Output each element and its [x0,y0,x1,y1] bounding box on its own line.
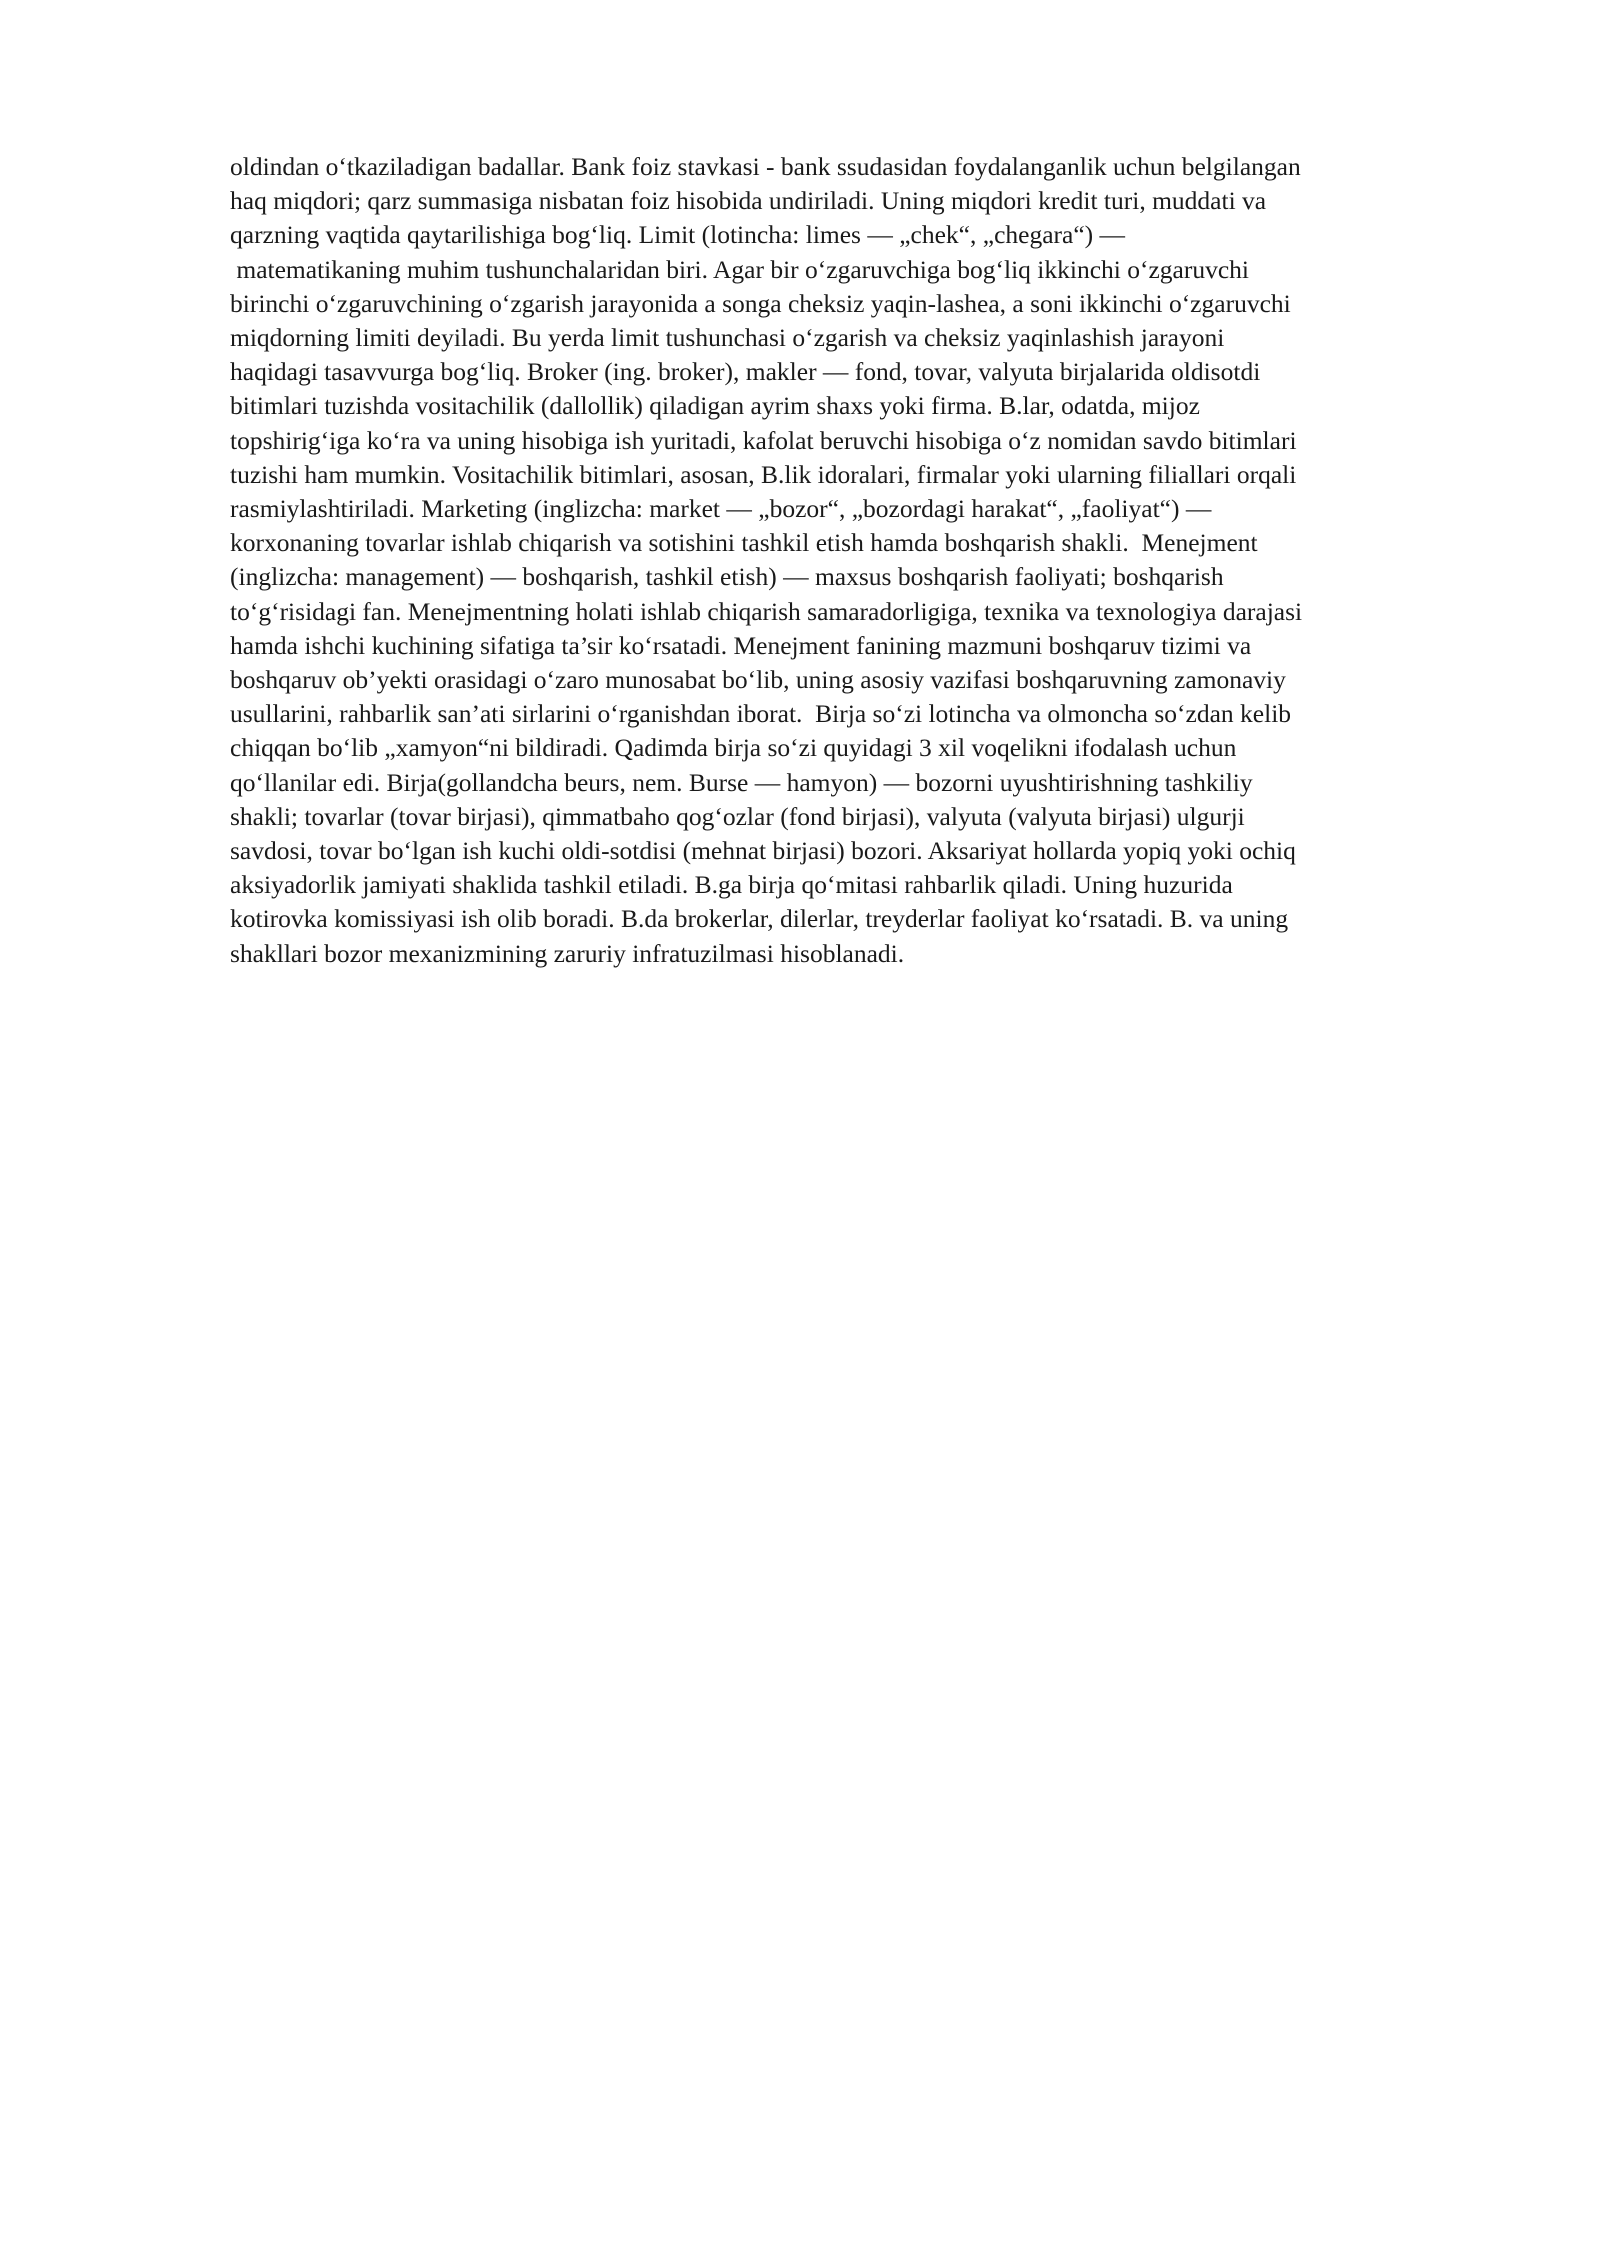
text-line: shakli; tovarlar (tovar birjasi), qimmatbaho qog‘ozlar (fond birjasi), valyuta (valyuta birjasi) ulgurji [230,801,1245,831]
text-line: haqidagi tasavvurga bog‘liq. Broker (ing. broker), makler — fond, tovar, valyuta birjalarida oldisotdi [230,357,1261,387]
text-line: miqdorning limiti deyiladi. Bu yerda limit tushunchasi o‘zgarish va cheksiz yaqinlashish jarayoni [230,323,1225,353]
text-line: oldindan o‘tkaziladigan badallar. Bank foiz stavkasi - bank ssudasidan foydalanganlik uchun belgilangan [230,152,1301,181]
text-line: rasmiylashtiriladi. Marketing (inglizcha: market — „bozor“, „bozordagi harakat“, „faoliyat“) — [230,494,1212,524]
text-line: kotirovka komissiyasi ish olib boradi. B.da brokerlar, dilerlar, treyderlar faoliyat ko‘rsatadi. B. va uning [230,904,1289,934]
text-line: (inglizcha: management) — boshqarish, tashkil etish) — maxsus boshqarish faoliyati; boshqarish [230,562,1224,592]
body-paragraph [230,150,1480,971]
text-line: boshqaruv ob’yekti orasidagi o‘zaro munosabat bo‘lib, uning asosiy vazifasi boshqaruvning zamonaviy [230,665,1286,695]
text-line: tuzishi ham mumkin. Vositachilik bitimlari, asosan, B.lik idoralari, firmalar yoki ularning filiallari orqali [230,459,1297,489]
text-line: usullarini, rahbarlik san’ati sirlarini o‘rganishdan iborat. Birja so‘zi lotincha va olmoncha so‘zdan kelib [230,699,1292,729]
text-line: matematikaning muhim tushunchalaridan biri. Agar bir o‘zgaruvchiga bog‘liq ikkinchi o‘zgaruvchi [230,254,1250,284]
text-line: birinchi o‘zgaruvchining o‘zgarish jarayonida a songa cheksiz yaqin-lashea, a soni ikkinchi o‘zgaruvchi [230,288,1291,318]
text-line: to‘g‘risidagi fan. Menejmentning holati ishlab chiqarish samaradorligiga, texnika va texnologiya darajasi [230,596,1303,626]
text-line: shakllari bozor mexanizmining zaruriy infratuzilmasi hisoblanadi. [230,938,905,968]
text-line: chiqqan bo‘lib „xamyon“ni bildiradi. Qadimda birja so‘zi quyidagi 3 xil voqelikni ifodalash uchun [230,733,1237,763]
text-line: savdosi, tovar bo‘lgan ish kuchi oldi-sotdisi (mehnat birjasi) bozori. Aksariyat hollarda yopiq yoki ochiq [230,836,1296,866]
text-line: korxonaning tovarlar ishlab chiqarish va sotishini tashkil etish hamda boshqarish shakli. Menejment [230,528,1258,558]
text-line: hamda ishchi kuchining sifatiga ta’sir ko‘rsatadi. Menejment fanining mazmuni boshqaruv tizimi va [230,630,1252,660]
text-line: aksiyadorlik jamiyati shaklida tashkil etiladi. B.ga birja qo‘mitasi rahbarlik qiladi. Uning huzurida [230,870,1233,900]
text-line: haq miqdori; qarz summasiga nisbatan foiz hisobida undiriladi. Uning miqdori kredit turi, muddati va [230,186,1267,216]
text-line: topshirig‘iga ko‘ra va uning hisobiga ish yuritadi, kafolat beruvchi hisobiga o‘z nomidan savdo bitimlari [230,425,1297,455]
text-line: qarzning vaqtida qaytarilishiga bog‘liq. Limit (lotincha: limes — „chek“, „chegara“) — [230,220,1126,250]
text-line: qo‘llanilar edi. Birja(gollandcha beurs, nem. Burse — hamyon) — bozorni uyushtirishning tashkiliy [230,767,1253,797]
text-line: bitimlari tuzishda vositachilik (dallollik) qiladigan ayrim shaxs yoki firma. B.lar, odatda, mijoz [230,391,1200,421]
